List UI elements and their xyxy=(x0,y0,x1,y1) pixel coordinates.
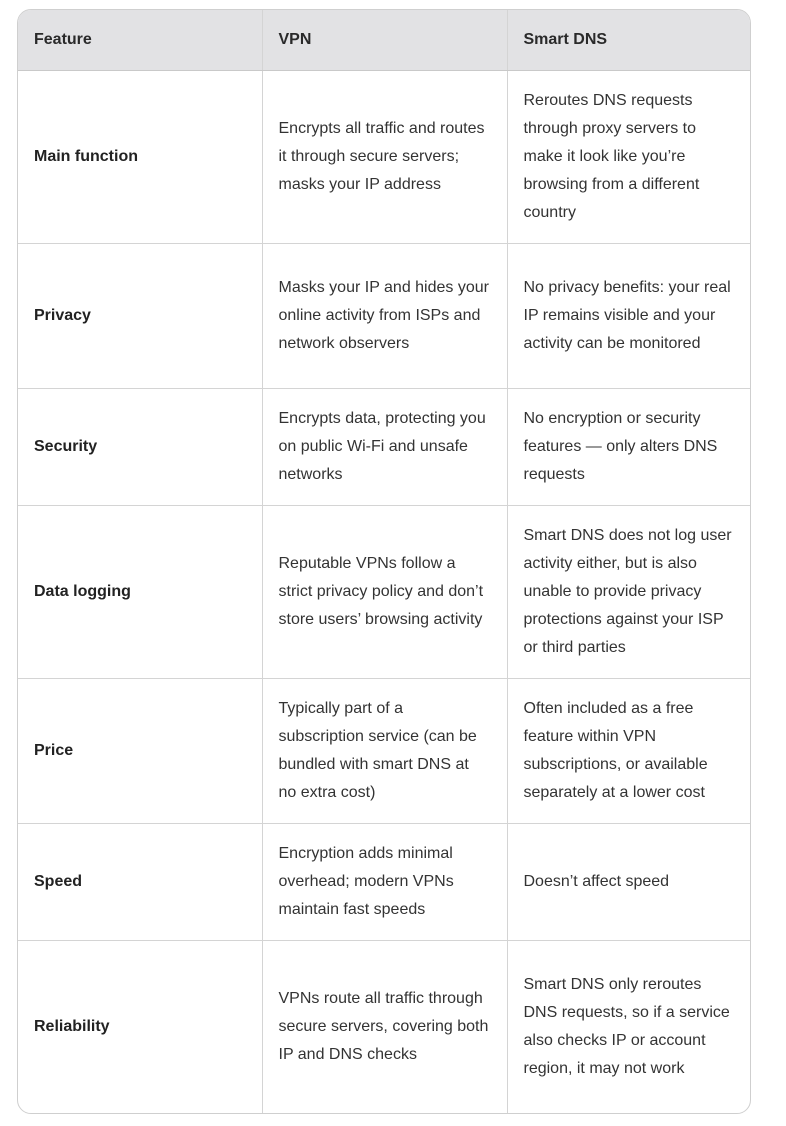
table-header xyxy=(18,10,751,70)
smart-dns-cell: Reroutes DNS requests through proxy servers to make it look like you’re browsing from a different country xyxy=(507,70,751,243)
feature-cell: Main function xyxy=(18,70,262,243)
table-row xyxy=(18,678,751,823)
smart-dns-cell: Smart DNS does not log user activity either, but is also unable to provide privacy protections against your ISP or third parties xyxy=(507,505,751,678)
table-row xyxy=(18,388,751,505)
header-smart-dns: Smart DNS xyxy=(507,10,751,70)
table-row xyxy=(18,243,751,388)
vpn-cell: Encrypts data, protecting you on public Wi-Fi and unsafe networks xyxy=(262,388,507,505)
header-feature: Feature xyxy=(18,10,262,70)
vpn-cell: Reputable VPNs follow a strict privacy policy and don’t store users’ browsing activity xyxy=(262,505,507,678)
vpn-cell: Encryption adds minimal overhead; modern VPNs maintain fast speeds xyxy=(262,823,507,940)
header-vpn: VPN xyxy=(262,10,507,70)
feature-cell: Privacy xyxy=(18,243,262,388)
table-row xyxy=(18,823,751,940)
smart-dns-cell: Often included as a free feature within VPN subscriptions, or available separately at a lower cost xyxy=(507,678,751,823)
smart-dns-cell: No privacy benefits: your real IP remains visible and your activity can be monitored xyxy=(507,243,751,388)
smart-dns-cell: No encryption or security features — only alters DNS requests xyxy=(507,388,751,505)
feature-cell: Reliability xyxy=(18,940,262,1113)
vpn-cell: Encrypts all traffic and routes it through secure servers; masks your IP address xyxy=(262,70,507,243)
table-row xyxy=(18,70,751,243)
feature-cell: Data logging xyxy=(18,505,262,678)
feature-cell: Price xyxy=(18,678,262,823)
header-row xyxy=(18,10,751,70)
feature-cell: Security xyxy=(18,388,262,505)
smart-dns-cell: Doesn’t affect speed xyxy=(507,823,751,940)
table-row xyxy=(18,505,751,678)
comparison-table-container xyxy=(17,9,751,1114)
smart-dns-cell: Smart DNS only reroutes DNS requests, so if a service also checks IP or account region, it may not work xyxy=(523,975,730,1077)
table-body xyxy=(18,70,751,1113)
vpn-cell: VPNs route all traffic through secure servers, covering both IP and DNS checks xyxy=(262,940,507,1113)
feature-cell: Speed xyxy=(18,823,262,940)
table-row xyxy=(18,940,751,1113)
vpn-vs-smart-dns-table xyxy=(18,10,751,1113)
vpn-cell: Typically part of a subscription service (can be bundled with smart DNS at no extra cost) xyxy=(262,678,507,823)
vpn-cell: Masks your IP and hides your online activity from ISPs and network observers xyxy=(262,243,507,388)
